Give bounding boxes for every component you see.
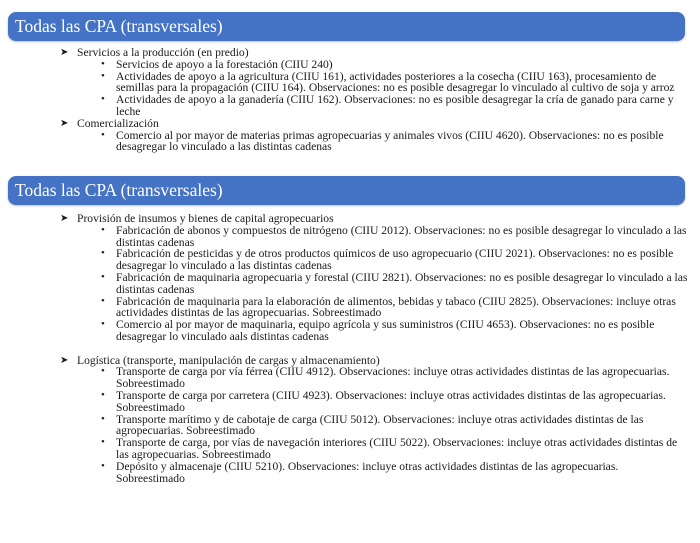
- section-title-2: Todas las CPA (transversales): [8, 176, 685, 205]
- group-servicios: [0, 47, 700, 59]
- bullet-dot-icon: •: [101, 57, 105, 70]
- list-item: [0, 94, 700, 118]
- list-item-text: Fabricación de pesticidas y de otros productos químicos de uso agropecuario (CIIU 2021). Observaciones: no es posible desagregar lo vinculado a las distintas cadenas: [116, 247, 674, 273]
- list-item-text: Actividades de apoyo a la agricultura (CIIU 161), actividades posteriores a la cosecha (CIIU 163), procesamiento de semillas para la propagación (CIIU 164). Observaciones: no es posible desagregar lo vinculado al cultivo de soja y arroz: [116, 69, 675, 95]
- list-item-text: Fabricación de maquinaria para la elaboración de alimentos, bebidas y tabaco (CIIU 2825). Observaciones: incluye otras actividades distintas de las agropecuarias. Sobreestimado: [116, 294, 676, 320]
- list-item: [0, 130, 700, 154]
- arrow-bullet-icon: ➤: [60, 213, 69, 224]
- section-content-1: [0, 47, 700, 153]
- list-item-text: Servicios de apoyo a la forestación (CIIU 240): [116, 57, 333, 71]
- group-label: Comercialización: [77, 116, 159, 130]
- arrow-bullet-icon: ➤: [60, 354, 69, 366]
- list-item-text: Transporte de carga por carretera (CIIU 4923). Observaciones: incluye otras actividades distintas de las agropecuarias. Sobreestimado: [116, 388, 666, 414]
- list-item-text: Comercio al por mayor de materias primas agropecuarias y animales vivos (CIIU 4620). Observaciones: no es posible desagregar lo vinculado a las distintas cadenas: [116, 128, 664, 154]
- list-item: [0, 437, 700, 461]
- bullet-dot-icon: •: [101, 93, 105, 106]
- bullet-dot-icon: •: [101, 436, 105, 449]
- group-label: Provisión de insumos y bienes de capital agropecuarios: [77, 212, 334, 225]
- group-label: Servicios a la producción (en predio): [77, 46, 249, 59]
- list-item: [0, 319, 700, 343]
- section-content-2: [0, 213, 700, 484]
- bullet-dot-icon: •: [101, 365, 105, 378]
- bullet-dot-icon: •: [101, 69, 105, 82]
- list-item: [0, 414, 700, 438]
- bullet-dot-icon: •: [101, 412, 105, 425]
- bullet-dot-icon: •: [101, 128, 105, 141]
- list-item: [0, 248, 700, 272]
- list-item: [0, 366, 700, 390]
- group-label: Logística (transporte, manipulación de cargas y almacenamiento): [77, 353, 380, 367]
- bullet-dot-icon: •: [101, 247, 105, 260]
- list-item-text: Transporte de carga por vía férrea (CIIU 4912). Observaciones: incluye otras actividades distintas de las agropecuarias. Sobreestimado: [116, 365, 670, 391]
- list-item: [0, 390, 700, 414]
- list-item: [0, 296, 700, 320]
- list-item: [0, 272, 700, 296]
- list-item-text: Transporte de carga, por vías de navegación interiores (CIIU 5022). Observaciones: incluye otras actividades distintas de las agropecuarias. Sobreestimado: [116, 436, 678, 461]
- list-item-text: Fabricación de abonos y compuestos de nitrógeno (CIIU 2012). Observaciones: no es posible desagregar lo vinculado a las distintas cadenas: [116, 223, 687, 249]
- list-item: [0, 225, 700, 249]
- list-item-text: Fabricación de maquinaria agropecuaria y forestal (CIIU 2821). Observaciones: no es posible desagregar lo vinculado a las distintas cadenas: [116, 270, 688, 296]
- bullet-dot-icon: •: [101, 223, 105, 236]
- bullet-dot-icon: •: [101, 459, 105, 472]
- list-item-text: Comercio al por mayor de maquinaria, equipo agrícola y sus suministros (CIIU 4653). Observaciones: no es posible desagregar lo vinculado aals distintas cadenas: [116, 318, 655, 343]
- bullet-dot-icon: •: [101, 388, 105, 401]
- arrow-bullet-icon: ➤: [60, 117, 69, 129]
- list-item: [0, 71, 700, 95]
- arrow-bullet-icon: ➤: [60, 47, 69, 58]
- bullet-dot-icon: •: [101, 318, 105, 331]
- section-title-1: Todas las CPA (transversales): [8, 12, 685, 41]
- bullet-dot-icon: •: [101, 294, 105, 307]
- bullet-dot-icon: •: [101, 270, 105, 283]
- list-item-text: Transporte marítimo y de cabotaje de carga (CIIU 5012). Observaciones: incluye otras actividades distintas de las agropecuarias. Sobreestimado: [116, 412, 644, 438]
- list-item-text: Actividades de apoyo a la ganadería (CIIU 162). Observaciones: no es posible desagregar la cría de ganado para carne y leche: [116, 93, 674, 118]
- list-item: [0, 461, 700, 485]
- list-item-text: Depósito y almacenaje (CIIU 5210). Observaciones: incluye otras actividades distintas de las agropecuarias. Sobreestimado: [116, 459, 619, 485]
